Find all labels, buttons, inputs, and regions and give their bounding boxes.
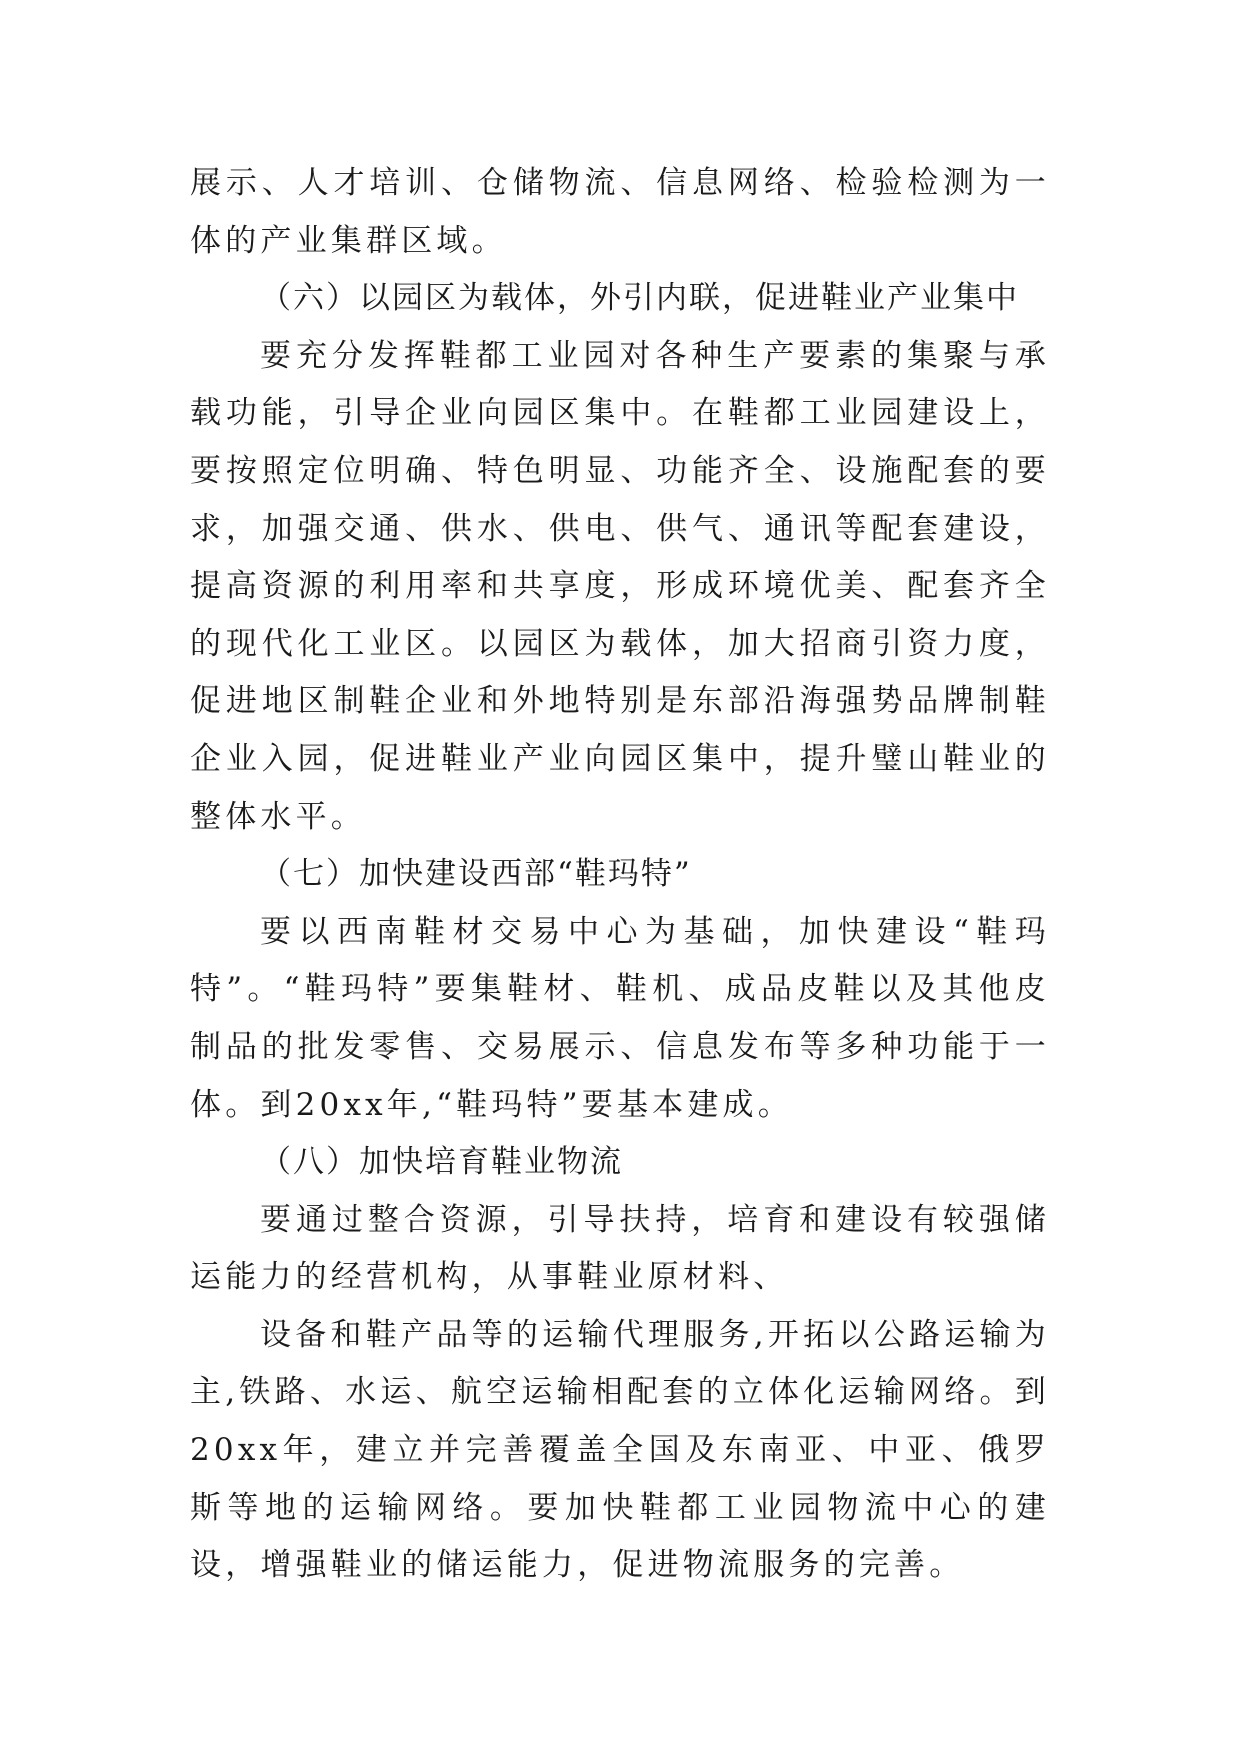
paragraph-shoe-mart: 要以西南鞋材交易中心为基础，加快建设“鞋玛特”。“鞋玛特”要集鞋材、鞋机、成品皮鞋以及其他皮制品的批发零售、交易展示、信息发布等多种功能于一体。到20xx年,“鞋玛特”要基本建成。 bbox=[190, 913, 1050, 1123]
paragraph-logistics-network: 设备和鞋产品等的运输代理服务,开拓以公路运输为主,铁路、水运、航空运输相配套的立体化运输网络。到20xx年，建立并完善覆盖全国及东南亚、中亚、俄罗斯等地的运输网络。要加快鞋都工业园物流中心的建设，增强鞋业的储运能力，促进物流服务的完善。 bbox=[190, 1316, 1050, 1584]
paragraph-industrial-park: 要充分发挥鞋都工业园对各种生产要素的集聚与承载功能，引导企业向园区集中。在鞋都工业园建设上，要按照定位明确、特色明显、功能齐全、设施配套的要求，加强交通、供水、供电、供气、通讯等配套建设，提高资源的利用率和共享度，形成环境优美、配套齐全的现代化工业区。以园区为载体，加大招商引资力度，促进地区制鞋企业和外地特别是东部沿海强势品牌制鞋企业入园，促进鞋业产业向园区集中，提升璧山鞋业的整体水平。 bbox=[190, 337, 1050, 835]
section-heading-7: （七）加快建设西部“鞋玛特” bbox=[260, 856, 692, 893]
paragraph-industry-cluster: 展示、人才培训、仓储物流、信息网络、检验检测为一体的产业集群区域。 bbox=[190, 165, 1050, 259]
section-heading-6: （六）以园区为载体，外引内联，促进鞋业产业集中 bbox=[260, 280, 1019, 317]
section-heading-8: （八）加快培育鞋业物流 bbox=[260, 1144, 623, 1181]
paragraph-logistics-intro: 要通过整合资源，引导扶持，培育和建设有较强储运能力的经营机构，从事鞋业原材料、 bbox=[190, 1201, 1050, 1296]
document-body bbox=[190, 155, 1050, 1595]
